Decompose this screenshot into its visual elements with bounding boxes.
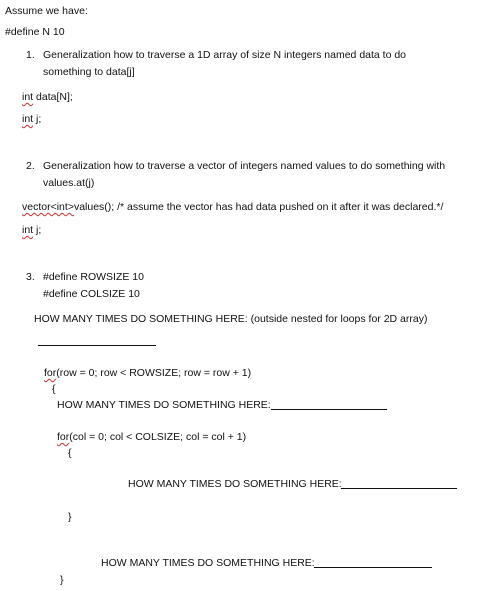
q1-text-line2: something to data[j] <box>43 66 135 78</box>
q3-outside-prompt: HOW MANY TIMES DO SOMETHING HERE: (outside nested for loops for 2D array) <box>34 313 428 325</box>
keyword-for: for <box>57 431 70 443</box>
code-rest: (col = 0; col < COLSIZE; col = col + 1) <box>69 431 247 443</box>
for-col-loop <box>57 431 246 444</box>
prompt-label: HOW MANY TIMES DO SOMETHING HERE: <box>101 557 315 569</box>
q1-number: 1. <box>26 49 35 61</box>
keyword-int: int <box>22 113 34 125</box>
code-rest: j; <box>33 113 42 125</box>
answer-blank-after-inner[interactable] <box>314 557 432 568</box>
outer-close-brace: } <box>60 574 64 586</box>
answer-blank-outside[interactable] <box>38 335 156 346</box>
keyword-int: int <box>22 91 34 103</box>
q3-after-inner-prompt <box>101 557 315 570</box>
answer-blank-outer-loop[interactable] <box>271 399 387 410</box>
for-row-loop <box>44 367 251 380</box>
code-rest: (row = 0; row < ROWSIZE; row = row + 1) <box>56 367 252 379</box>
q2-code-vector-decl <box>22 201 443 214</box>
code-rest: data[N]; <box>33 91 73 103</box>
outer-open-brace: { <box>52 383 56 395</box>
q3-define-colsize: #define COLSIZE 10 <box>43 288 140 300</box>
q3-outer-prompt <box>57 399 271 412</box>
inner-close-brace: } <box>68 511 72 523</box>
code-rest: values(); /* assume the vector has had data pushed on it after it was declared.*/ <box>73 201 444 213</box>
q1-code-data-decl <box>22 91 73 104</box>
q2-code-index-decl <box>22 224 41 237</box>
define-n: #define N 10 <box>5 26 65 38</box>
keyword-vector: vector<int> <box>22 201 74 213</box>
prompt-label: HOW MANY TIMES DO SOMETHING HERE: <box>57 399 271 411</box>
answer-blank-inner-loop[interactable] <box>341 478 457 489</box>
inner-open-brace: { <box>68 447 72 459</box>
intro-text: Assume we have: <box>5 5 88 17</box>
q1-text-line1: Generalization how to traverse a 1D array of size N integers named data to do <box>43 49 407 61</box>
q2-text-line1: Generalization how to traverse a vector of integers named values to do something with <box>43 160 446 172</box>
q3-define-rowsize: #define ROWSIZE 10 <box>43 271 144 283</box>
code-rest: j; <box>33 224 42 236</box>
q3-inner-prompt <box>128 478 342 491</box>
q3-number: 3. <box>26 271 35 283</box>
keyword-int: int <box>22 224 34 236</box>
q2-number: 2. <box>26 160 35 172</box>
q2-text-line2: values.at(j) <box>43 177 95 189</box>
prompt-label: HOW MANY TIMES DO SOMETHING HERE: <box>128 478 342 490</box>
q1-code-index-decl <box>22 113 41 126</box>
keyword-for: for <box>44 367 57 379</box>
